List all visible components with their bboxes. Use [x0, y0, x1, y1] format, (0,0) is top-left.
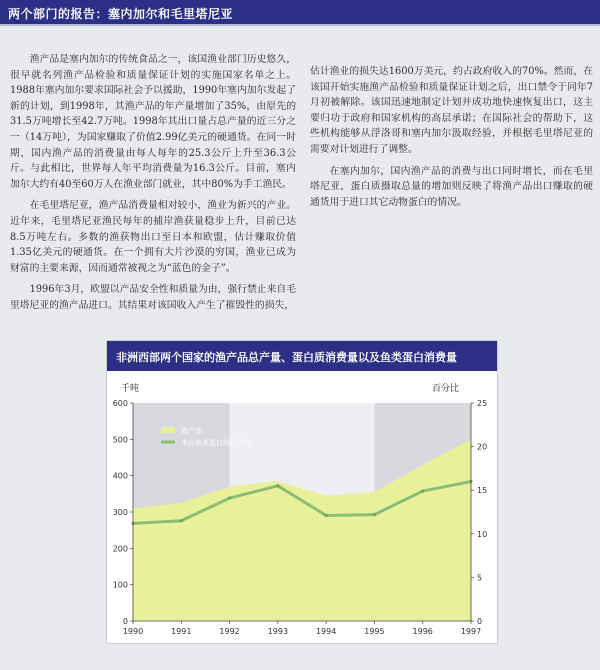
left-tick-label: 0: [122, 617, 128, 626]
line-point: [276, 484, 279, 487]
line-point: [421, 489, 424, 492]
left-tick-label: 300: [112, 508, 128, 517]
line-point: [228, 496, 231, 499]
line-point: [373, 513, 376, 516]
article-paragraph: 渔产品是塞内加尔的传统食品之一，该国渔业部门历史悠久，很早就名列渔产品检验和质量保证计划的实施国家名单之上。1988年塞内加尔要求国际社会予以援助，1990年塞内加尔发起了新的计划，到1998年，其渔产品的年产量增加了35%，由原先的31.5万吨增长至42.7万吨。1998年其出口量占总产量的近三分之一（14万吨），为国家赚取了价值2.99亿美元的硬通货。在同一时期，国内渔产品的消费量由每人每年的25.3公斤上升至36.3公斤。与此相比，世界每人年平均消费量为16.3公斤。目前，塞内加尔大约有40至60万人在渔业部门就业，其中80%为手工渔民。: [10, 54, 296, 190]
line-point: [180, 519, 183, 522]
left-tick-label: 200: [112, 544, 128, 554]
x-tick-label: 1990: [122, 627, 144, 636]
chart-panel: [106, 340, 498, 644]
page-title: 两个部门的报告：塞内加尔和毛里塔尼亚: [8, 7, 234, 21]
chart-title-bar: [107, 341, 497, 371]
legend-label-production: 渔产品: [181, 427, 202, 435]
legend-label-fish-protein: 来自鱼类蛋白的百分比: [181, 439, 251, 447]
header-bar: [0, 0, 600, 26]
article-right-column: [310, 64, 593, 216]
x-tick-label: 1991: [171, 627, 192, 636]
right-tick-label: 0: [477, 617, 483, 626]
left-tick-label: 500: [112, 435, 128, 445]
legend-swatch-production: [161, 427, 175, 433]
right-tick-label: 15: [477, 486, 488, 496]
right-tick-label: 5: [477, 573, 483, 583]
right-axis-unit: 百分比: [431, 384, 459, 394]
left-tick-label: 100: [112, 580, 128, 590]
article-paragraph: 估计渔业的损失达1600万美元，约占政府收入的70%。然而，在该国开始实施渔产品检验和质量保证计划之后，出口禁令于同年7月初被解除。该国迅速地制定计划并成功地快速恢复出口，这主要归功于政府和国家机构的高层承诺；在国际社会的帮助下，这些机构能够从浮洛哥和塞内加尔汲取经验，并根据毛里塔尼亚的需要对计划进行了调整。: [310, 66, 593, 155]
x-tick-label: 1993: [267, 627, 289, 636]
right-tick-label: 20: [477, 442, 488, 452]
x-tick-label: 1996: [412, 627, 433, 636]
x-tick-label: 1995: [364, 627, 385, 636]
left-tick-label: 600: [112, 399, 128, 408]
line-point: [325, 514, 328, 517]
article-left-column: [10, 52, 296, 320]
right-tick-label: 10: [477, 529, 488, 539]
right-tick-label: 25: [477, 399, 488, 408]
article-paragraph: 在毛里塔尼亚，渔产品消费量相对较小，渔业为新兴的产业。近年来，毛里塔尼亚渔民每年的捕岸渔获量稳步上升，目前已达8.5万吨左右。多数的渔获物出口至日本和欧盟，估计赚取价值1.35亿美元的硬通货。在一个拥有大片沙漠的穷国，渔业已成为财富的主要来源，因而通常被视之为“蓝色的金子”。: [10, 200, 296, 274]
article-paragraph: 1996年3月，欧盟以产品安全性和质量为由，强行禁止来自毛里塔尼亚的渔产品进口。其结果对该国收入产生了摧毁性的损失，: [10, 284, 296, 311]
left-tick-label: 400: [112, 471, 128, 481]
chart-title: 非洲西部两个国家的渔产品总产量、蛋白质消费量以及鱼类蛋白消费量: [116, 351, 457, 364]
x-tick-label: 1994: [315, 627, 337, 636]
article-paragraph: 在塞内加尔，国内渔产品的消费与出口同时增长，而在毛里塔尼亚，蛋白质摄取总量的增加则反映了将渔产品出口赚取的硬通货用于进口其它动物蛋白的情况。: [310, 165, 593, 208]
x-tick-label: 1997: [460, 627, 482, 636]
chart-svg: [107, 371, 497, 643]
left-axis-unit: 千吨: [121, 384, 140, 394]
x-tick-label: 1992: [219, 627, 240, 636]
